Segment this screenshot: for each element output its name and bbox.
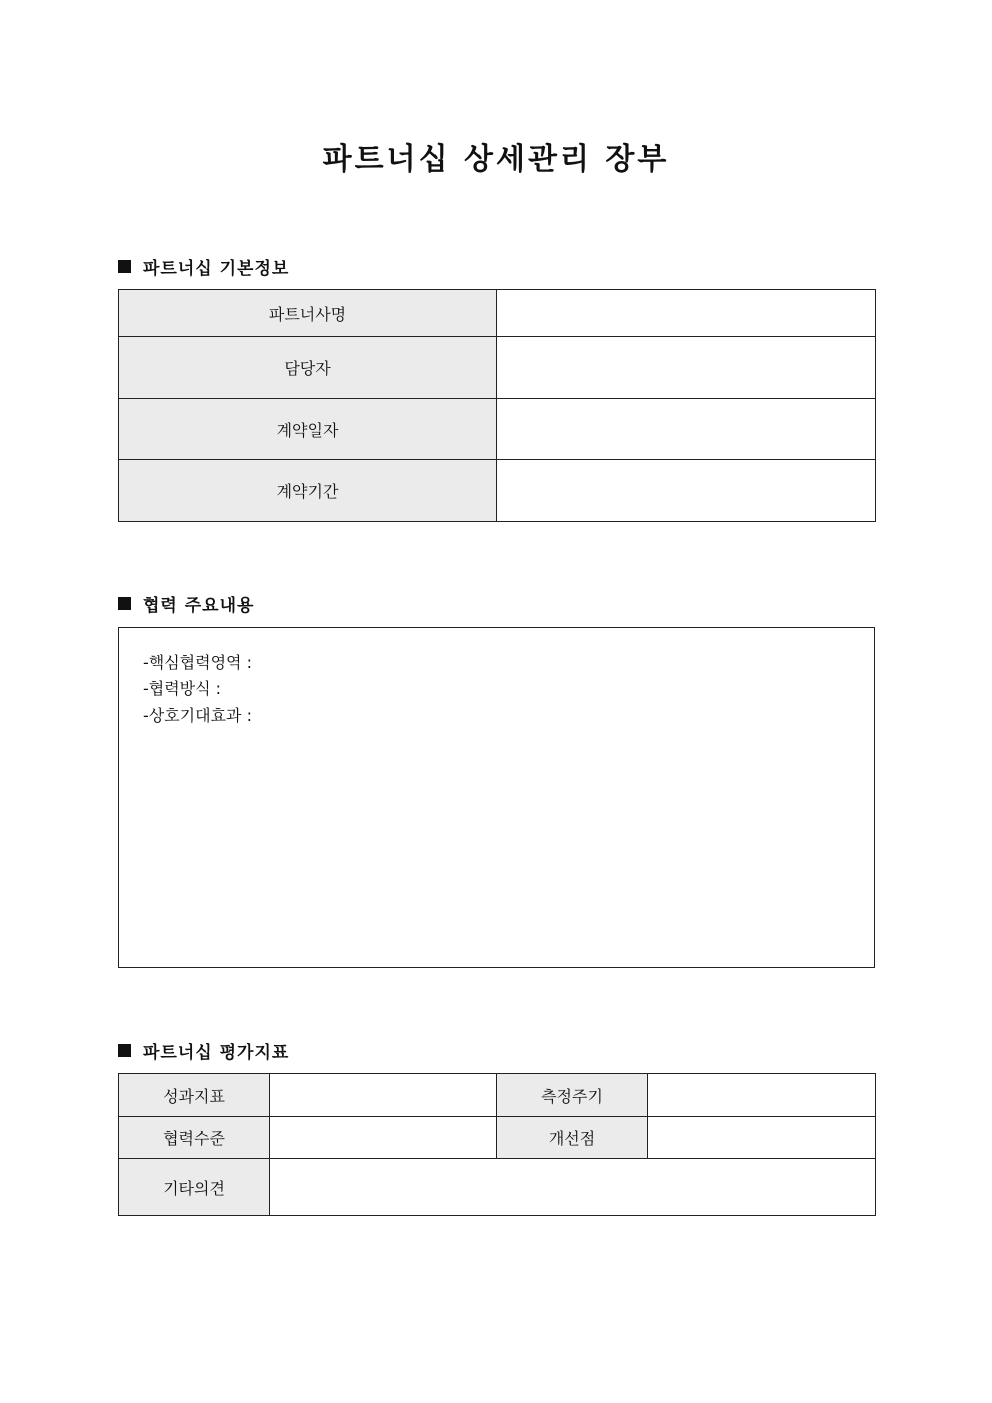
cooperation-level-field[interactable]	[270, 1117, 497, 1159]
contract-period-field[interactable]	[497, 460, 876, 522]
contract-period-label: 계약기간	[119, 460, 497, 522]
other-opinion-field[interactable]	[270, 1159, 876, 1216]
cooperation-level-label: 협력수준	[119, 1117, 270, 1159]
kpi-field[interactable]	[270, 1074, 497, 1117]
improvement-label: 개선점	[497, 1117, 648, 1159]
other-opinion-label: 기타의견	[119, 1159, 270, 1216]
square-bullet-icon	[118, 1044, 131, 1057]
basic-info-table	[118, 289, 876, 522]
evaluation-table	[118, 1073, 876, 1216]
measure-cycle-label: 측정주기	[497, 1074, 648, 1117]
square-bullet-icon	[118, 260, 131, 273]
table-row	[119, 460, 876, 522]
section-heading-evaluation	[118, 1038, 289, 1063]
section-heading-text: 파트너십 기본정보	[143, 259, 290, 279]
measure-cycle-field[interactable]	[648, 1074, 876, 1117]
section-heading-text: 파트너십 평가지표	[143, 1043, 290, 1063]
kpi-label: 성과지표	[119, 1074, 270, 1117]
contact-person-field[interactable]	[497, 337, 876, 399]
contract-date-field[interactable]	[497, 399, 876, 460]
cooperation-content-box[interactable]	[118, 627, 875, 968]
cooperation-method-line: -협력방식 :	[143, 679, 222, 698]
core-area-line: -핵심협력영역 :	[143, 653, 252, 672]
expected-effect-line: -상호기대효과 :	[143, 706, 252, 725]
table-row	[119, 337, 876, 399]
table-row	[119, 399, 876, 460]
improvement-field[interactable]	[648, 1117, 876, 1159]
table-row	[119, 1159, 876, 1216]
contact-person-label: 담당자	[119, 337, 497, 399]
contract-date-label: 계약일자	[119, 399, 497, 460]
partner-name-label: 파트너사명	[119, 290, 497, 337]
document-title: 파트너십 상세관리 장부	[322, 142, 670, 177]
section-heading-basic-info	[118, 254, 289, 279]
square-bullet-icon	[118, 597, 131, 610]
table-row	[119, 1074, 876, 1117]
table-row	[119, 1117, 876, 1159]
table-row	[119, 290, 876, 337]
section-heading-text: 협력 주요내용	[143, 596, 255, 616]
section-heading-cooperation	[118, 591, 254, 616]
partner-name-field[interactable]	[497, 290, 876, 337]
